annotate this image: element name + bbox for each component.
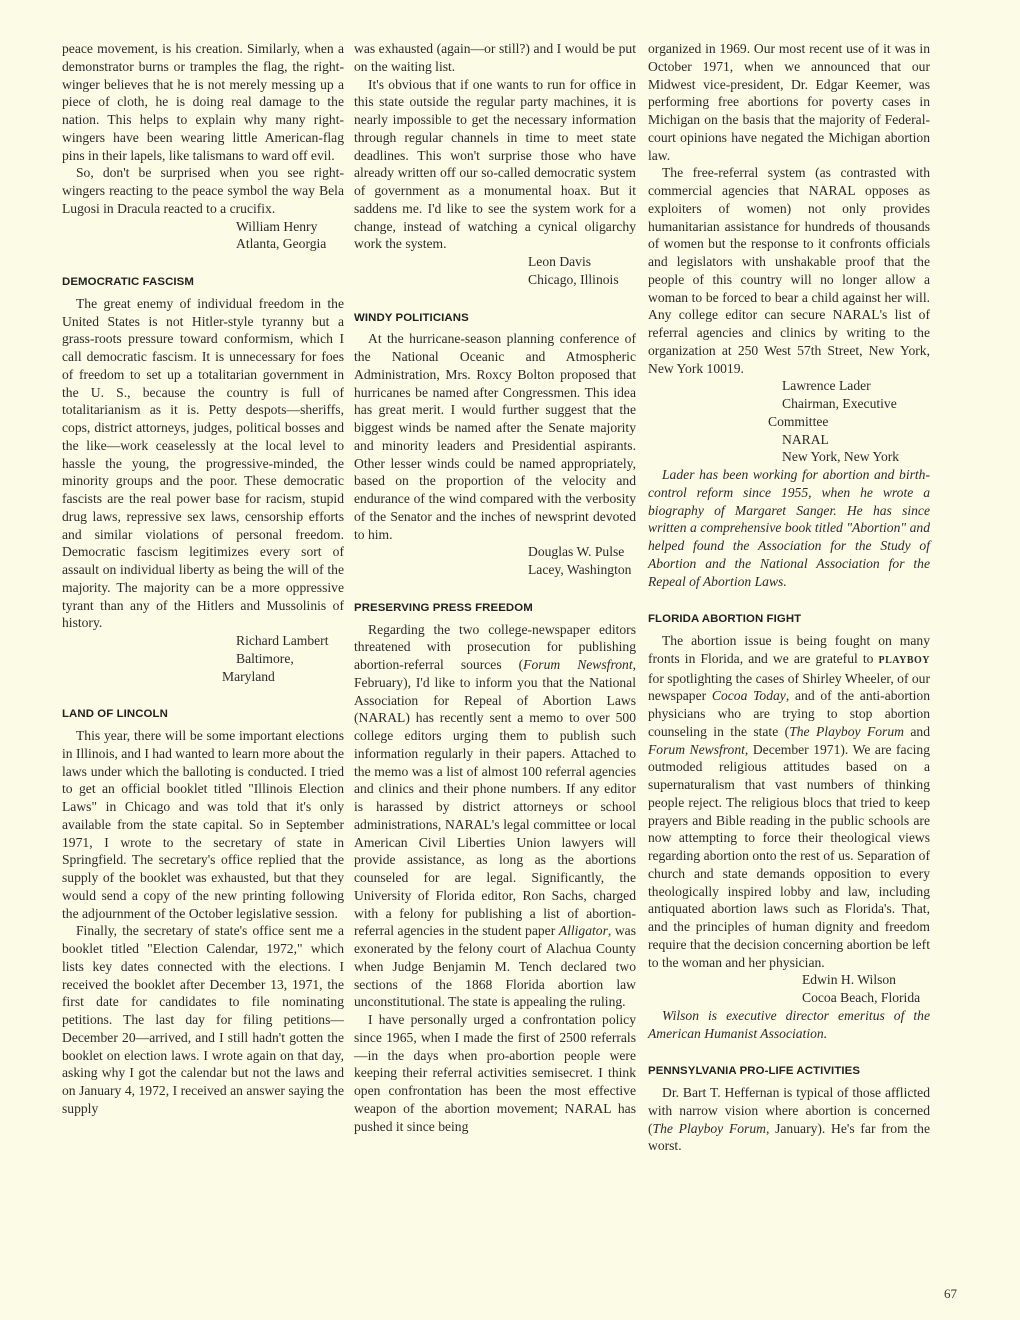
column-1	[62, 40, 344, 1118]
publication-title: Cocoa Today	[711, 688, 786, 704]
section-heading-windy-politicians: WINDY POLITICIANS	[354, 311, 469, 324]
paragraph	[648, 1084, 930, 1155]
paragraph	[354, 621, 636, 1012]
signature-name: Leon Davis	[528, 254, 592, 269]
signature-name: Douglas W. Pulse	[528, 544, 625, 560]
signature-title: Chairman, Executive Committee	[768, 396, 897, 429]
editor-note: Wilson is executive director emeritus of the American Humanist Association.	[648, 1007, 930, 1041]
paragraph: So, don't be surprised when you see right-wingers reacting to the peace symbol the way Bela Lugosi in Dracula reacted to a crucifix.	[62, 165, 344, 216]
column-2	[354, 40, 636, 1135]
text-run: , December 1971). We are facing outmoded religious attitudes based on a supernaturalism that vast numbers of thinking people reject. The religious blocs that tried to keep prayers and Bible reading in the public schools are now attempting to force their theological views regarding abortion onto the rest of us. Separation of church and state demands opposition to every theologically inspired lobby and law, including antiquated abortion laws such as Florida's. That, and the principles of human dignity and freedom require that the decision concerning abortion be left to the woman and her physician.	[648, 741, 930, 970]
signature-place: Baltimore, Maryland	[222, 650, 294, 684]
paragraph: It's obvious that if one wants to run for office in this state outside the regular party machines, it is nearly impossible to get the necessary information through regular channels in time to meet state deadlines. This won't surprise those who have already written off our so-called democratic system of government as a monumental hoax. But it saddens me. I'd like to see the system work for a change, instead of watching a cynical oligarchy work the system.	[354, 76, 636, 252]
signature-org: NARAL	[782, 431, 829, 447]
paragraph: This year, there will be some important elections in Illinois, and I had wanted to learn more about the laws under which the balloting is conducted. I tried to get an official booklet titled "Illinois Election Laws" in Chicago and was told that it's only available from the state capital. So in September 1971, I wrote to the secretary of state in Springfield. The secretary's office replied that the supply of the booklet was exhausted, but that they would send a copy of the new printing following the adjournment of the October legislative session.	[62, 728, 344, 921]
column-3	[648, 40, 930, 1155]
text-run: and	[903, 723, 931, 739]
text-run: , January). He's far from the worst.	[648, 1120, 930, 1154]
text-run: , February), I'd like to inform you that the National Association for Repeal of Abortion Laws (NARAL) has recently sent a memo to over 500 college editors urging them to publish such information regularly in their papers. Attached to the memo was a list of almost 100 referral agencies and clinics and their phone numbers. If any editor is harassed by district attorneys or school administrations, NARAL's legal committee or local American Civil Liberties Union lawyers will provide assistance, as long as the abortions counseled for are legal. Significantly, the University of Florida editor, Ron Sachs, charged with a felony for publishing a list of abortion-referral agencies in the student paper	[354, 657, 637, 939]
signature-name: William Henry	[236, 218, 318, 234]
text-run: for spotlighting the cases of Shirley Wheeler, of our newspaper	[648, 670, 930, 704]
text-run: The abortion issue is being fought on many fronts in Florida, and we are grateful to	[648, 633, 930, 666]
editor-note: Lader has been working for abortion and birth-control reform since 1955, when he wrote a biography of Margaret Sanger. He has since written a comprehensive book titled "Abortion" and helped found the Association for the Study of Abortion and the National Association for the Repeal of Abortion Laws.	[648, 467, 930, 589]
paragraph: was exhausted (again—or still?) and I would be put on the waiting list.	[354, 41, 636, 74]
publication-title: The Playboy Forum	[789, 723, 904, 739]
section-heading-pennsylvania-pro-life: PENNSYLVANIA PRO-LIFE ACTIVITIES	[648, 1065, 861, 1078]
signature-place: New York, New York	[782, 449, 900, 465]
paragraph: At the hurricane-season planning conference of the National Oceanic and Atmospheric Administration, Mrs. Roxcy Bolton proposed that hurricanes be named after Congressmen. This idea has great merit. I would further suggest that the biggest winds be named after the Senate majority and minority leaders and Presidential aspirants. Other lesser winds could be named appropriately, based on the proportion of the velocity and endurance of the wind compared with the verbosity of the Senator and the inches of newsprint devoted to him.	[354, 331, 636, 542]
paragraph: peace movement, is his creation. Similarly, when a demonstrator burns or tramples the flag, the right-winger believes that he is not merely messing up a piece of cloth, he is doing real damage to the nation. This helps to explain why many right-wingers have been wearing little American-flag pins in their lapels, like talismans to ward off evil.	[62, 41, 344, 163]
paragraph: The great enemy of individual freedom in the United States is not Hitler-style tyranny but a grass-roots pressure toward conformism, which I call democratic fascism. It is unnecessary for foes of freedom to set up a totalitarian government in the U. S., because the country is full of totalitarianism as it is. Petty despots—sheriffs, cops, district attorneys, judges, political bosses and the like—work ceaselessly at the local level to hassle the young, the progressive-minded, the minority groups and the poor. These democratic fascists are the real power base for racism, stupid drug laws, repressive sex laws, censorship efforts and similar violations of personal freedom. Democratic fascism legitimizes every sort of assault on individual liberty as being the will of the majority. The majority can be a more oppressive tyrant than any of the Hitlers and Mussolinis of history.	[62, 295, 344, 631]
text-run: , was exonerated by the felony court of Alachua County when Judge Benjamin M. Tench declared two sections of the 1868 Florida abortion law unconstitutional. The state is appealing the ruling.	[354, 923, 636, 1010]
page-number: 67	[944, 1286, 957, 1301]
signature-place: Atlanta, Georgia	[236, 236, 327, 252]
section-heading-preserving-press-freedom: PRESERVING PRESS FREEDOM	[354, 601, 533, 614]
signature-place: Cocoa Beach, Florida	[802, 990, 921, 1005]
signature-name: Edwin H. Wilson	[802, 972, 896, 988]
magazine-name: PLAYBOY	[878, 654, 930, 666]
publication-title: The Playboy Forum	[652, 1120, 766, 1136]
paragraph: Finally, the secretary of state's office sent me a booklet titled "Election Calendar, 1972," which lists key dates connected with the elections. I received the booklet after December 13, 1971, the first date for candidates to file nominating petitions. The last day for filing petitions—December 20—arrived, and I still hadn't gotten the booklet on election laws. I wrote again on that day, asking why I got the calendar but not the laws and on January 4, 1972, I received an answer saying the supply	[62, 923, 344, 1116]
publication-title: Forum Newsfront	[523, 657, 633, 672]
section-heading-florida-abortion-fight: FLORIDA ABORTION FIGHT	[648, 613, 802, 626]
paragraph: The free-referral system (as contrasted with commercial agencies that NARAL opposes as exploiters of women) not only provides humanitarian assistance for hundreds of thousands of women but the response to it confronts officials and legislators with unshakable proof that the people of this country will no longer allow a woman to be forced to bear a child against her will. Any college editor can secure NARAL's list of referral agencies and clinics by writing to the organization at 250 West 57th Street, New York, New York 10019.	[648, 165, 930, 376]
signature-name: Lawrence Lader	[782, 378, 871, 394]
section-heading-land-of-lincoln: LAND OF LINCOLN	[62, 708, 168, 721]
text-run: , and of the anti-abortion physicians who are trying to stop abortion counseling in the state (	[648, 688, 930, 739]
section-heading-democratic-fascism: DEMOCRATIC FASCISM	[62, 276, 194, 288]
paragraph	[648, 632, 930, 971]
signature-name: Richard Lambert	[236, 633, 329, 648]
signature-place: Chicago, Illinois	[528, 271, 619, 287]
signature-place: Lacey, Washington	[528, 562, 632, 577]
paragraph: I have personally urged a confrontation policy since 1965, when I made the first of 2500 referrals—in the days when pro-abortion people were keeping their referral activities semisecret. I think open confrontation has been the most effective weapon of the abortion movement; NARAL has pushed it since being	[354, 1012, 636, 1134]
paragraph: organized in 1969. Our most recent use of it was in October 1971, when we announced that our Midwest vice-president, Dr. Edgar Keemer, was performing free abortions for poverty cases in Michigan on the basis that the majority of Federal-court opinions have negated the Michigan abortion law.	[648, 41, 930, 163]
publication-title: Alligator	[558, 923, 608, 939]
text-run: Dr. Bart T. Heffernan is typical of those afflicted with narrow vision where abortion is concerned (	[648, 1085, 930, 1136]
text-run: Regarding the two college-newspaper editors threatened with prosecution for publishing abortion-referral sources (	[354, 621, 636, 672]
publication-title: Forum Newsfront	[648, 741, 745, 757]
